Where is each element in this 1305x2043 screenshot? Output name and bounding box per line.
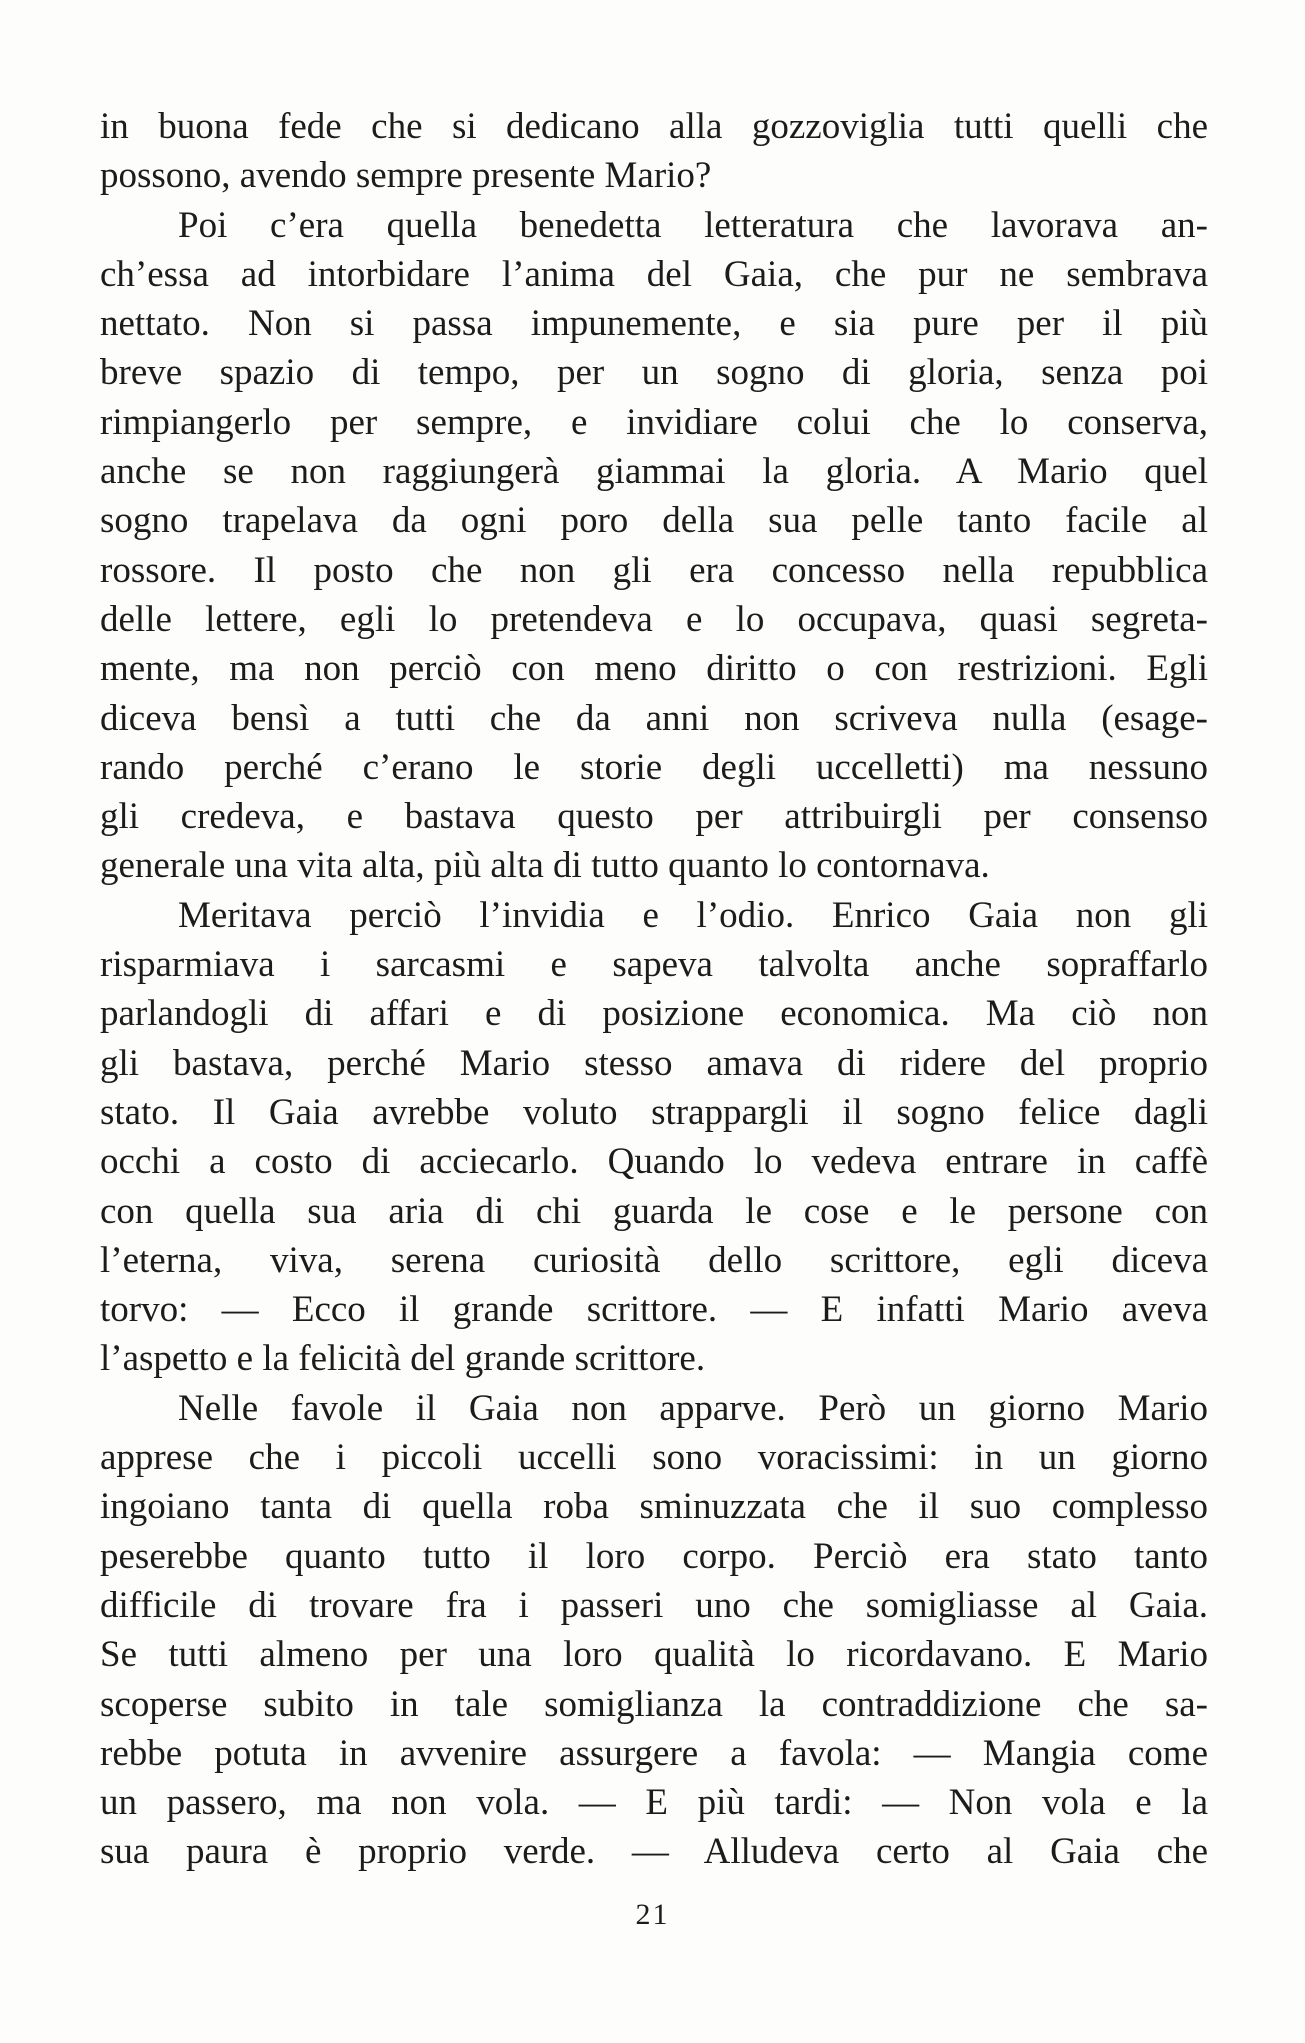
- text-line: in buona fede che si dedicano alla gozzoviglia tutti quelli che: [100, 106, 1208, 147]
- text-line: torvo: — Ecco il grande scrittore. — E infatti Mario aveva: [100, 1289, 1208, 1331]
- text-line: rando perché c’erano le storie degli uccelletti) ma nessuno: [100, 746, 1208, 788]
- text-line: delle lettere, egli lo pretendeva e lo occupava, quasi segreta-: [100, 598, 1208, 640]
- text-line: gli credeva, e bastava questo per attribuirgli per consenso: [100, 796, 1208, 838]
- text-line: sua paura è proprio verde. — Alludeva certo al Gaia che: [100, 1831, 1208, 1873]
- text-line: gli bastava, perché Mario stesso amava di ridere del proprio: [100, 1042, 1208, 1084]
- page-number: 21: [635, 1898, 670, 1931]
- text-line: difficile di trovare fra i passeri uno che somigliasse al Gaia.: [100, 1584, 1208, 1626]
- text-line: Nelle favole il Gaia non apparve. Però un giorno Mario: [178, 1387, 1208, 1429]
- text-line: possono, avendo sempre presente Mario?: [100, 155, 712, 197]
- text-line: generale una vita alta, più alta di tutto quanto lo contornava.: [100, 845, 990, 887]
- text-line: nettato. Non si passa impunemente, e sia pure per il più: [100, 303, 1208, 345]
- text-line: peserebbe quanto tutto il loro corpo. Perciò era stato tanto: [100, 1535, 1208, 1577]
- text-line: ch’essa ad intorbidare l’anima del Gaia, che pur ne sembrava: [100, 253, 1208, 295]
- text-line: rimpiangerlo per sempre, e invidiare colui che lo conserva,: [100, 401, 1208, 443]
- text-line: mente, ma non perciò con meno diritto o con restrizioni. Egli: [100, 648, 1208, 690]
- text-line: rebbe potuta in avvenire assurgere a favola: — Mangia come: [100, 1732, 1208, 1774]
- body-text: [100, 102, 1208, 1877]
- text-line: occhi a costo di acciecarlo. Quando lo vedeva entrare in caffè: [100, 1141, 1208, 1183]
- text-line: diceva bensì a tutti che da anni non scriveva nulla (esage-: [100, 697, 1208, 739]
- text-line: Se tutti almeno per una loro qualità lo ricordavano. E Mario: [100, 1634, 1208, 1676]
- text-line: sogno trapelava da ogni poro della sua pelle tanto facile al: [100, 500, 1208, 542]
- text-line: rossore. Il posto che non gli era concesso nella repubblica: [100, 549, 1208, 591]
- text-line: Poi c’era quella benedetta letteratura che lavorava an-: [178, 204, 1208, 246]
- text-line: ingoiano tanta di quella roba sminuzzata che il suo complesso: [100, 1486, 1208, 1528]
- text-line: scoperse subito in tale somiglianza la contraddizione che sa-: [100, 1683, 1208, 1725]
- text-line: l’aspetto e la felicità del grande scrittore.: [100, 1338, 706, 1380]
- text-line: un passero, ma non vola. — E più tardi: — Non vola e la: [100, 1782, 1208, 1824]
- text-line: apprese che i piccoli uccelli sono voracissimi: in un giorno: [100, 1437, 1208, 1479]
- text-line: risparmiava i sarcasmi e sapeva talvolta anche sopraffarlo: [100, 944, 1208, 986]
- text-line: l’eterna, viva, serena curiosità dello scrittore, egli diceva: [100, 1239, 1208, 1281]
- text-line: con quella sua aria di chi guarda le cose e le persone con: [100, 1190, 1208, 1232]
- text-line: stato. Il Gaia avrebbe voluto strappargli il sogno felice dagli: [100, 1091, 1208, 1133]
- text-line: parlandogli di affari e di posizione economica. Ma ciò non: [100, 993, 1208, 1035]
- text-line: Meritava perciò l’invidia e l’odio. Enrico Gaia non gli: [178, 894, 1208, 936]
- text-line: breve spazio di tempo, per un sogno di gloria, senza poi: [100, 352, 1208, 394]
- text-line: anche se non raggiungerà giammai la gloria. A Mario quel: [100, 451, 1208, 493]
